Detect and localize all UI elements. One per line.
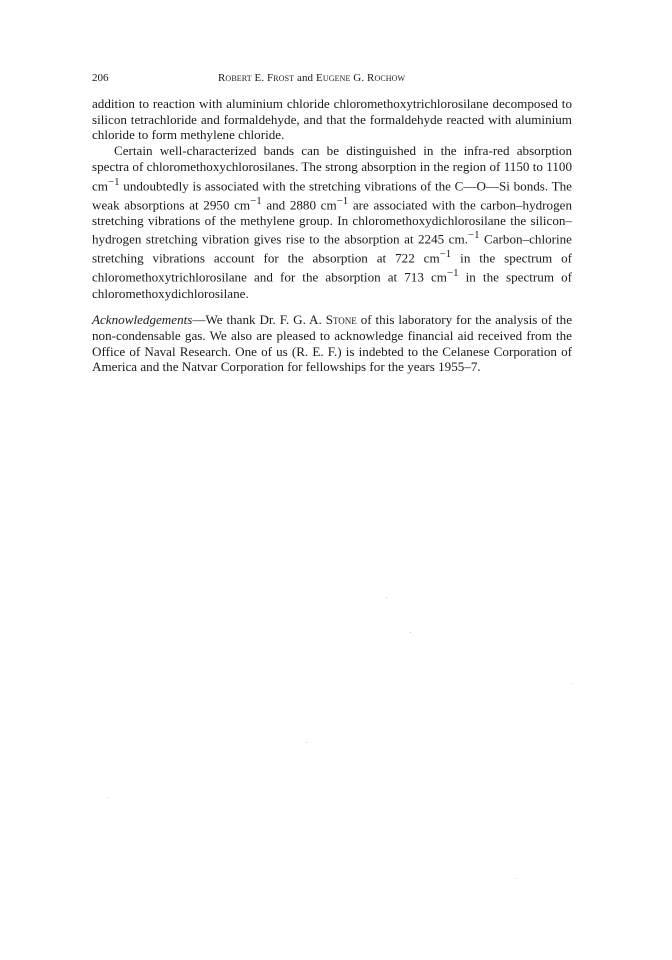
text-segment: of this laboratory for the analysis of the non-condensable gas. We also are pleased to acknowledge financial aid received from the Office of Naval Research. One of us (R. E. F.) is indebted to the Celanese Corporation of America and the Natvar Corporation for fellowships for the years 1955–7. <box>92 312 573 375</box>
acknowledged-person: Stone <box>325 312 357 328</box>
superscript-exponent: −1 <box>108 175 120 188</box>
text-segment: Certain well-characterized bands can be distinguished in the infra-red absorption spectra of chloromethoxychlorosilanes. The strong absorption in the region of 1150 to 1100 cm <box>92 143 572 193</box>
text-segment: Carbon–chlorine stretching vibrations account for the absorption at 722 cm <box>92 231 572 266</box>
article-body <box>92 96 572 375</box>
running-head <box>92 70 572 86</box>
acknowledgements <box>92 312 572 375</box>
text-segment: in the spectrum of chloromethoxydichlorosilane. <box>92 269 572 301</box>
author-rochow: Eugene G. Rochow <box>316 72 406 84</box>
header-authors <box>218 70 405 86</box>
author-conjunction: and <box>294 72 317 84</box>
scan-speck <box>107 797 108 798</box>
text-segment: are associated with the carbon–hydrogen stretching vibrations of the methylene group. In chloromethoxydichlorosilane the silicon–hydrogen stretching vibration gives rise to the absorption at 2245 cm. <box>92 196 572 247</box>
acknowledgements-heading: Acknowledgements <box>92 312 193 328</box>
superscript-exponent: −1 <box>446 267 459 280</box>
scan-speck <box>516 878 517 879</box>
text-segment: and 2880 cm <box>261 196 337 212</box>
paragraph-continuation: addition to reaction with aluminium chloride chloromethoxytrichlorosilane decomposed to silicon tetrachloride and formaldehyde, and that the formaldehyde reacted with aluminium chloride to form methylene chloride. <box>92 96 572 143</box>
text-segment: in the spectrum of chloromethoxytrichlorosilane and for the absorption at 713 cm <box>92 250 573 285</box>
superscript-exponent: −1 <box>439 248 452 261</box>
scan-speck <box>386 597 387 598</box>
scan-speck <box>571 683 572 684</box>
superscript-exponent: −1 <box>336 194 349 207</box>
superscript-exponent: −1 <box>467 229 480 242</box>
text-segment: undoubtedly is associated with the stretching vibrations of the C—O—Si bonds. The weak absorptions at 2950 cm <box>92 177 572 212</box>
scan-speck <box>410 632 411 633</box>
superscript-exponent: −1 <box>250 194 262 207</box>
author-frost: Robert E. Frost <box>218 72 295 84</box>
text-segment: —We thank Dr. F. G. A. <box>192 312 326 328</box>
scan-speck <box>306 742 307 743</box>
paragraph-infrared <box>92 143 572 301</box>
page-number: 206 <box>92 72 109 84</box>
